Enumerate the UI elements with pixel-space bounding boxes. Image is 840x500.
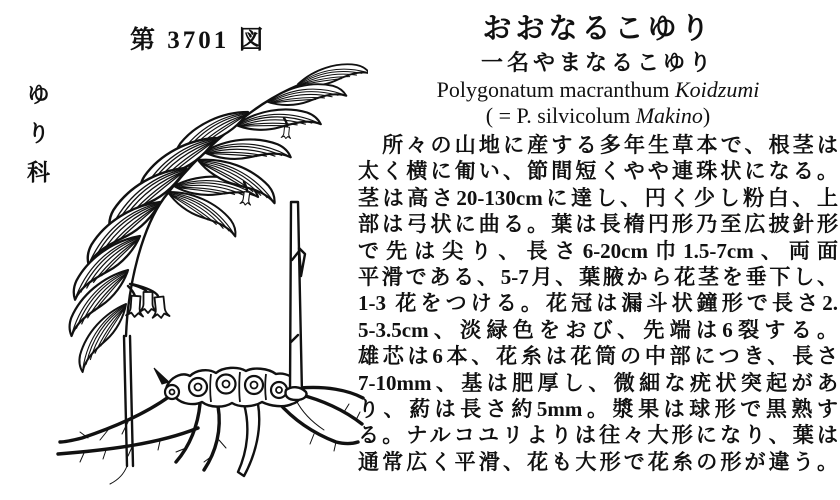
family-name-vertical: ゆり科 [24, 82, 49, 199]
latin-author: Koidzumi [674, 77, 760, 102]
body-line: り、葯は長さ約5mm。漿果は球形で黒熟す [358, 397, 838, 422]
body-line: 1-3 花をつける。花冠は漏斗状鐘形で長さ2. [358, 291, 838, 316]
body-text [358, 132, 838, 475]
body-line: 雄芯は6本、花糸は花筒の中部につき、長さ [358, 344, 838, 369]
synonym-author: Makino [635, 103, 703, 128]
page-title: おおなるこゆり [482, 13, 714, 45]
latin-name-line [358, 77, 838, 103]
body-line: 茎は高さ20-130cmに達し、円く少し粉白、上 [358, 185, 838, 210]
figure-caption: 第 3701 図 [130, 27, 267, 54]
article-column [358, 10, 838, 475]
synonym-name: ( = P. silvicolum [485, 103, 636, 128]
body-line: で先は尖り、長さ6-20cm巾1.5-7cm、両面 [358, 238, 838, 263]
body-line: 太く横に匍い、節間短くやや連珠状になる。 [358, 159, 838, 184]
alias-line: 一名やまなるこゆり [480, 50, 715, 75]
body-line: 7-10mm、基は肥厚し、微細な疣状突起があ [358, 370, 838, 395]
latin-name: Polygonatum macranthum [436, 77, 675, 102]
body-line: る。ナルコユリよりは往々大形になり、葉は [358, 423, 838, 448]
latin-synonym-line [358, 103, 838, 129]
body-line: 平滑である、5-7月、葉腋から花茎を垂下し、 [358, 265, 838, 290]
body-line: 所々の山地に産する多年生草本で、根茎は [358, 133, 838, 157]
botanical-illustration [48, 50, 368, 498]
synonym-close: ) [702, 103, 711, 128]
body-line: 5-3.5cm、淡緑色をおび、先端は6裂する。 [358, 317, 838, 342]
body-line: 通常広く平滑、花も大形で花糸の形が違う。 [358, 449, 838, 474]
body-line: 部は弓状に曲る。葉は長楕円形乃至広披針形 [358, 212, 838, 237]
